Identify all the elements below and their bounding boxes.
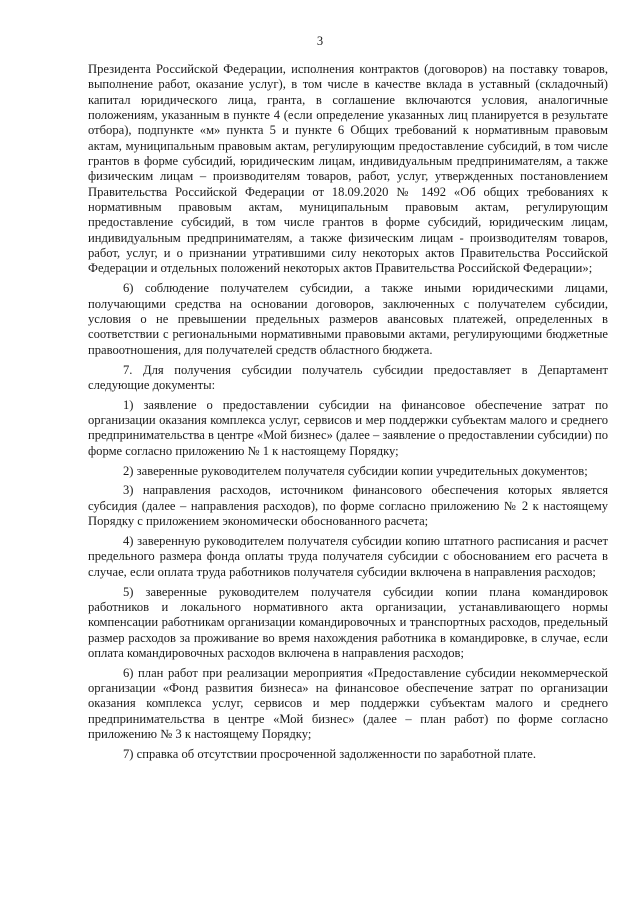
paragraph-continuation: Президента Российской Федерации, исполнения контрактов (договоров) на поставку товаров, выполнение работ, оказание услуг), в том числе в качестве вклада в уставный (складочный) капитал юридического лица, гранта, в соглашение включаются условия, аналогичные положениям, указанным в пункте 4 (если определение указанных лиц планируется в результате отбора), подпункте «м» пункта 5 и пункте 6 Общих требований к нормативным правовым актам, муниципальным правовым актам, регулирующим предоставление субсидий, в том числе грантов в форме субсидий, юридическим лицам, индивидуальным предпринимателям, а также физическим лицам – производителям товаров, работ, услуг, утвержденных постановлением Правительства Российской Федерации от 18.09.2020 № 1492 «Об общих требованиях к нормативным правовым актам, муниципальным правовым актам, регулирующим предоставление субсидий, в том числе грантов в форме субсидий, юридическим лицам, индивидуальным предпринимателям, а также физическим лицам - производителям товаров, работ, услуг, и о признании утратившими силу некоторых актов Правительства Российской Федерации и отдельных положений некоторых актов Правительства Российской Федерации»; xyxy=(88,62,608,276)
paragraph-doc-4-staff-schedule: 4) заверенную руководителем получателя субсидии копию штатного расписания и расчет предельного размера фонда оплаты труда получателя субсидии с обоснованием его расчета в случае, если оплата труда работников получателя субсидии включена в направления расходов; xyxy=(88,533,608,579)
paragraph-clause-7: 7. Для получения субсидии получатель субсидии предоставляет в Департамент следующие документы: xyxy=(88,362,608,392)
paragraph-doc-6-work-plan: 6) план работ при реализации мероприятия «Предоставление субсидии некоммерческой организации «Фонд развития бизнеса» на финансовое обеспечение затрат по организации оказания комплекса услуг, сервисов и мер поддержки субъектам малого и среднего предпринимательства в центре «Мой бизнес» (далее – план работ) по форме согласно приложению № 3 к настоящему Порядку; xyxy=(88,665,608,742)
paragraph-doc-7-salary-certificate: 7) справка об отсутствии просроченной задолженности по заработной плате. xyxy=(123,746,536,761)
paragraph-doc-1-application: 1) заявление о предоставлении субсидии на финансовое обеспечение затрат по организации оказания комплекса услуг, сервисов и мер поддержки субъектам малого и среднего предпринимательства в центре «Мой бизнес» (далее – заявление о предоставлении субсидии) по форме согласно приложению № 1 к настоящему Порядку; xyxy=(88,397,608,458)
paragraph-item-6-compliance: 6) соблюдение получателем субсидии, а также иными юридическими лицами, получающими средства на основании договоров, заключенных с получателем субсидии, условия о не превышении предельных размеров авансовых платежей, определенных в соответствии с региональными нормативными правовыми актами, регулирующими бюджетные правоотношения, для получателей средств областного бюджета. xyxy=(88,281,608,357)
paragraph-doc-5-business-trips: 5) заверенные руководителем получателя субсидии копии плана командировок работников и локального нормативного акта организации, устанавливающего нормы компенсации работникам организации командировочных и транспортных расходов, предельный размер расходов за проживание во время нахождения работника в командировке, в случае, если оплата командировочных расходов включена в направления расходов; xyxy=(88,584,608,660)
paragraph-doc-3-expense-directions: 3) направления расходов, источником финансового обеспечения которых является субсидия (далее – направления расходов), по форме согласно приложению № 2 к настоящему Порядку с приложением экономически обоснованного расчета; xyxy=(88,483,608,529)
document-body xyxy=(88,62,608,762)
paragraph-doc-2-charter-copies: 2) заверенные руководителем получателя субсидии копии учредительных документов; xyxy=(123,463,588,478)
page-number: 3 xyxy=(316,34,324,48)
